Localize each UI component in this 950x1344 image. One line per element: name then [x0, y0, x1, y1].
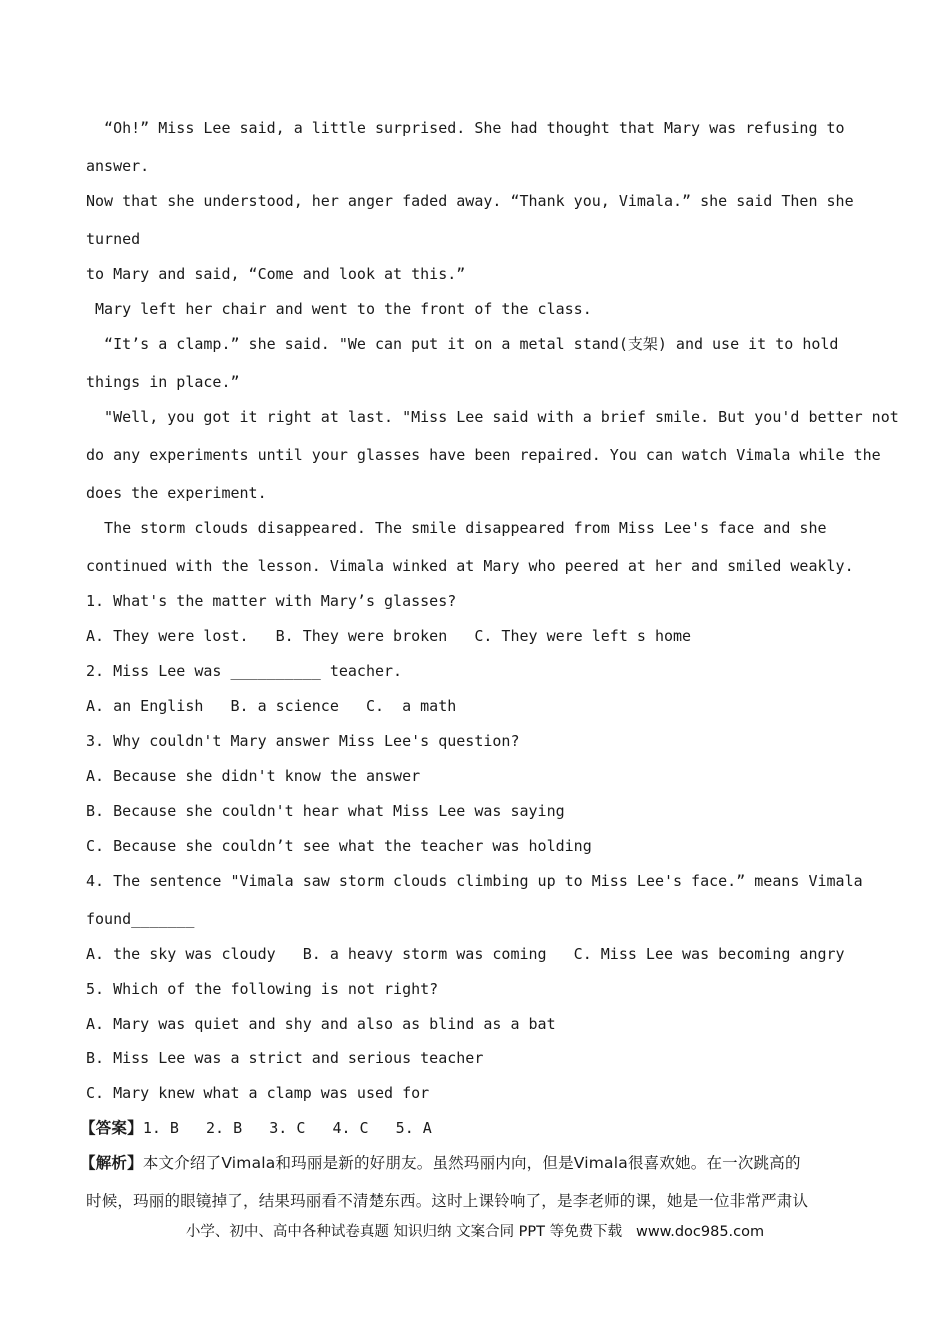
- analysis-line: [80, 1153, 801, 1173]
- question-5: 5. Which of the following is not right?: [86, 980, 439, 998]
- question-3: 3. Why couldn't Mary answer Miss Lee's question?: [86, 732, 520, 750]
- question-4-continued: found_______: [86, 910, 195, 928]
- question-5-option-c: C. Mary knew what a clamp was used for: [86, 1084, 430, 1102]
- passage-line: to Mary and said, “Come and look at this.”: [86, 265, 466, 283]
- passage-line: "Well, you got it right at last. "Miss Lee said with a brief smile. But you'd better not: [86, 408, 899, 426]
- analysis-line-2: 时候，玛丽的眼镜掉了，结果玛丽看不清楚东西。这时上课铃响了，是李老师的课，她是一位非常严肃认: [86, 1192, 809, 1210]
- question-3-option-a: A. Because she didn't know the answer: [86, 767, 421, 785]
- passage-line: does the experiment.: [86, 484, 267, 502]
- question-2-options: A. an English B. a science C. a math: [86, 697, 457, 715]
- question-1-options: A. They were lost. B. They were broken C. They were left s home: [86, 627, 692, 645]
- passage-line: do any experiments until your glasses have been repaired. You can watch Vimala while the: [86, 446, 881, 464]
- question-5-option-b: B. Miss Lee was a strict and serious teacher: [86, 1049, 484, 1067]
- passage-line: things in place.”: [86, 373, 240, 391]
- answer-text: 1. B 2. B 3. C 4. C 5. A: [142, 1119, 432, 1137]
- passage-line: Now that she understood, her anger faded away. “Thank you, Vimala.” she said Then she: [86, 192, 854, 210]
- passage-line: The storm clouds disappeared. The smile disappeared from Miss Lee's face and she: [86, 519, 827, 537]
- answer-label: 【答案】: [80, 1119, 143, 1137]
- question-4-options: A. the sky was cloudy B. a heavy storm was coming C. Miss Lee was becoming angry: [86, 945, 845, 963]
- question-3-option-c: C. Because she couldn’t see what the teacher was holding: [86, 837, 592, 855]
- question-3-option-b: B. Because she couldn't hear what Miss Lee was saying: [86, 802, 565, 820]
- passage-line: “Oh!” Miss Lee said, a little surprised. She had thought that Mary was refusing to: [86, 119, 845, 137]
- passage-line: “It’s a clamp.” she said. "We can put it on a metal stand(支架) and use it to hold: [86, 335, 839, 353]
- passage-line: turned: [86, 230, 141, 248]
- analysis-text: 本文介绍了Vimala和玛丽是新的好朋友。虽然玛丽内向，但是Vimala很喜欢她。在一次跳高的: [142, 1154, 801, 1172]
- passage-line: continued with the lesson. Vimala winked at Mary who peered at her and smiled weakly.: [86, 557, 854, 575]
- passage-line: Mary left her chair and went to the front of the class.: [86, 300, 592, 318]
- question-2: 2. Miss Lee was __________ teacher.: [86, 662, 403, 680]
- question-5-option-a: A. Mary was quiet and shy and also as blind as a bat: [86, 1015, 556, 1033]
- question-1: 1. What's the matter with Mary’s glasses?: [86, 592, 457, 610]
- analysis-label: 【解析】: [80, 1154, 143, 1172]
- page-footer: 小学、初中、高中各种试卷真题 知识归纳 文案合同 PPT 等免费下载 www.doc985.com: [185, 1224, 765, 1240]
- question-4: 4. The sentence "Vimala saw storm clouds climbing up to Miss Lee's face.” means Vimala: [86, 872, 863, 890]
- answer-line: [80, 1118, 432, 1138]
- passage-line: answer.: [86, 157, 150, 175]
